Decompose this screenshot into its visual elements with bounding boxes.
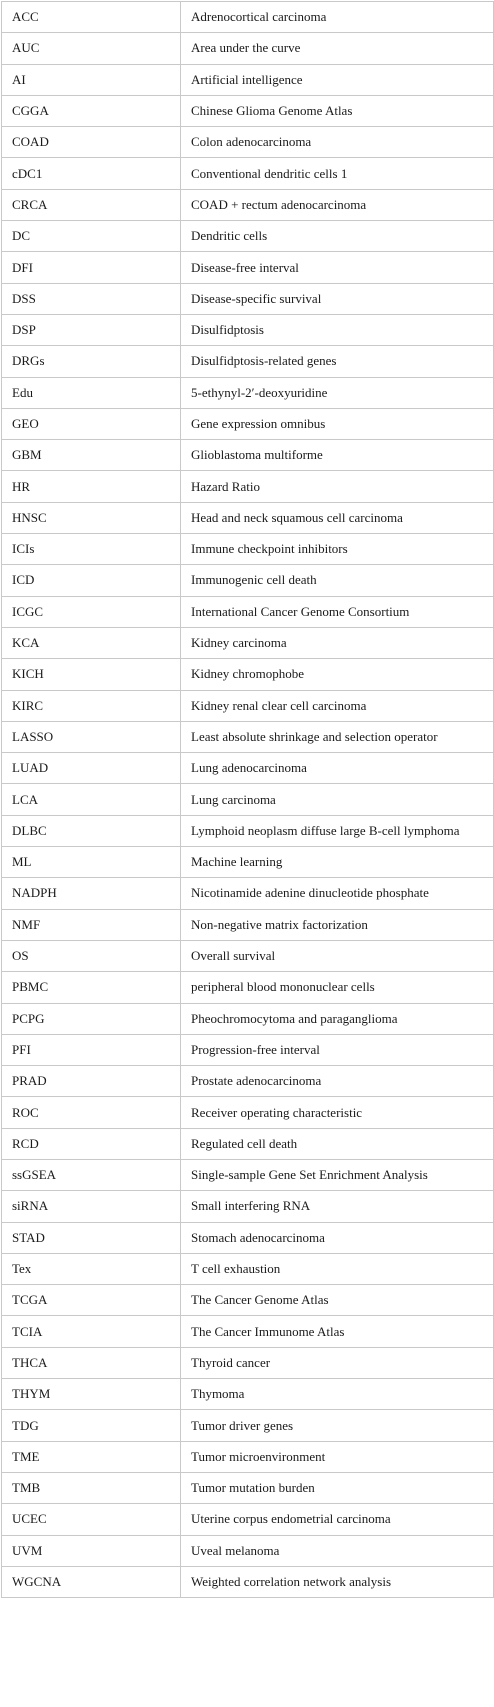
definition-cell: Disulfidptosis-related genes [181, 346, 494, 377]
abbreviation-cell: ML [2, 847, 181, 878]
abbreviations-table-body [2, 2, 494, 1598]
abbreviation-cell: THYM [2, 1379, 181, 1410]
definition-cell: Tumor mutation burden [181, 1472, 494, 1503]
abbreviation-cell: UVM [2, 1535, 181, 1566]
abbreviation-cell: siRNA [2, 1191, 181, 1222]
definition-cell: Artificial intelligence [181, 64, 494, 95]
definition-cell: COAD + rectum adenocarcinoma [181, 189, 494, 220]
definition-cell: Pheochromocytoma and paraganglioma [181, 1003, 494, 1034]
abbreviation-cell: AI [2, 64, 181, 95]
table-row [2, 659, 494, 690]
definition-cell: Kidney carcinoma [181, 627, 494, 658]
definition-cell: Kidney chromophobe [181, 659, 494, 690]
abbreviation-cell: ROC [2, 1097, 181, 1128]
table-row [2, 1253, 494, 1284]
table-row [2, 1222, 494, 1253]
definition-cell: Least absolute shrinkage and selection operator [181, 721, 494, 752]
abbreviation-cell: THCA [2, 1347, 181, 1378]
table-row [2, 565, 494, 596]
definition-cell: Kidney renal clear cell carcinoma [181, 690, 494, 721]
definition-cell: Nicotinamide adenine dinucleotide phosphate [181, 878, 494, 909]
table-row [2, 33, 494, 64]
table-row [2, 1159, 494, 1190]
definition-cell: Lung carcinoma [181, 784, 494, 815]
table-row [2, 815, 494, 846]
definition-cell: Overall survival [181, 940, 494, 971]
abbreviation-cell: PRAD [2, 1066, 181, 1097]
table-row [2, 784, 494, 815]
definition-cell: Uterine corpus endometrial carcinoma [181, 1504, 494, 1535]
table-row [2, 1316, 494, 1347]
abbreviation-cell: DFI [2, 252, 181, 283]
abbreviation-cell: DRGs [2, 346, 181, 377]
table-row [2, 534, 494, 565]
table-row [2, 1566, 494, 1597]
abbreviation-cell: UCEC [2, 1504, 181, 1535]
definition-cell: Tumor driver genes [181, 1410, 494, 1441]
table-row [2, 972, 494, 1003]
definition-cell: Glioblastoma multiforme [181, 440, 494, 471]
definition-cell: Small interfering RNA [181, 1191, 494, 1222]
table-row [2, 1441, 494, 1472]
definition-cell: Thyroid cancer [181, 1347, 494, 1378]
table-row [2, 721, 494, 752]
definition-cell: 5-ethynyl-2′-deoxyuridine [181, 377, 494, 408]
abbreviation-cell: NADPH [2, 878, 181, 909]
abbreviation-cell: KICH [2, 659, 181, 690]
abbreviation-cell: ssGSEA [2, 1159, 181, 1190]
abbreviation-cell: KCA [2, 627, 181, 658]
table-row [2, 64, 494, 95]
definition-cell: Area under the curve [181, 33, 494, 64]
definition-cell: Immunogenic cell death [181, 565, 494, 596]
definition-cell: Machine learning [181, 847, 494, 878]
definition-cell: Disease-free interval [181, 252, 494, 283]
table-row [2, 1472, 494, 1503]
table-row [2, 1285, 494, 1316]
abbreviation-cell: AUC [2, 33, 181, 64]
abbreviation-cell: LASSO [2, 721, 181, 752]
abbreviation-cell: Tex [2, 1253, 181, 1284]
table-row [2, 346, 494, 377]
abbreviation-cell: CGGA [2, 95, 181, 126]
table-row [2, 252, 494, 283]
table-row [2, 95, 494, 126]
table-row [2, 1379, 494, 1410]
table-row [2, 596, 494, 627]
definition-cell: T cell exhaustion [181, 1253, 494, 1284]
table-row [2, 627, 494, 658]
table-row [2, 1128, 494, 1159]
definition-cell: Non-negative matrix factorization [181, 909, 494, 940]
definition-cell: Receiver operating characteristic [181, 1097, 494, 1128]
abbreviation-cell: GBM [2, 440, 181, 471]
abbreviation-cell: DC [2, 221, 181, 252]
table-row [2, 1191, 494, 1222]
abbreviation-cell: Edu [2, 377, 181, 408]
table-row [2, 471, 494, 502]
table-row [2, 1097, 494, 1128]
definition-cell: Colon adenocarcinoma [181, 127, 494, 158]
definition-cell: Single-sample Gene Set Enrichment Analysis [181, 1159, 494, 1190]
definition-cell: Chinese Glioma Genome Atlas [181, 95, 494, 126]
table-row [2, 1034, 494, 1065]
table-row [2, 940, 494, 971]
table-row [2, 753, 494, 784]
abbreviation-cell: TCIA [2, 1316, 181, 1347]
definition-cell: Stomach adenocarcinoma [181, 1222, 494, 1253]
abbreviation-cell: DSP [2, 314, 181, 345]
table-row [2, 127, 494, 158]
abbreviation-cell: PBMC [2, 972, 181, 1003]
abbreviation-cell: LUAD [2, 753, 181, 784]
abbreviation-cell: RCD [2, 1128, 181, 1159]
abbreviation-cell: CRCA [2, 189, 181, 220]
abbreviation-cell: HR [2, 471, 181, 502]
definition-cell: Progression-free interval [181, 1034, 494, 1065]
abbreviation-cell: TDG [2, 1410, 181, 1441]
definition-cell: Lung adenocarcinoma [181, 753, 494, 784]
abbreviation-cell: DSS [2, 283, 181, 314]
definition-cell: peripheral blood mononuclear cells [181, 972, 494, 1003]
definition-cell: Dendritic cells [181, 221, 494, 252]
table-row [2, 408, 494, 439]
definition-cell: Immune checkpoint inhibitors [181, 534, 494, 565]
abbreviation-cell: KIRC [2, 690, 181, 721]
abbreviation-cell: DLBC [2, 815, 181, 846]
abbreviation-cell: LCA [2, 784, 181, 815]
table-row [2, 1347, 494, 1378]
table-row [2, 1066, 494, 1097]
table-row [2, 502, 494, 533]
abbreviation-cell: ICIs [2, 534, 181, 565]
abbreviation-cell: cDC1 [2, 158, 181, 189]
definition-cell: Tumor microenvironment [181, 1441, 494, 1472]
abbreviation-cell: TCGA [2, 1285, 181, 1316]
definition-cell: Adrenocortical carcinoma [181, 2, 494, 33]
abbreviation-cell: PFI [2, 1034, 181, 1065]
definition-cell: Disease-specific survival [181, 283, 494, 314]
definition-cell: Disulfidptosis [181, 314, 494, 345]
table-row [2, 189, 494, 220]
table-row [2, 377, 494, 408]
abbreviation-cell: HNSC [2, 502, 181, 533]
abbreviation-cell: ICGC [2, 596, 181, 627]
definition-cell: International Cancer Genome Consortium [181, 596, 494, 627]
definition-cell: Regulated cell death [181, 1128, 494, 1159]
definition-cell: Gene expression omnibus [181, 408, 494, 439]
definition-cell: The Cancer Immunome Atlas [181, 1316, 494, 1347]
table-row [2, 1535, 494, 1566]
table-row [2, 440, 494, 471]
table-row [2, 847, 494, 878]
abbreviation-cell: PCPG [2, 1003, 181, 1034]
abbreviation-cell: WGCNA [2, 1566, 181, 1597]
abbreviation-cell: ICD [2, 565, 181, 596]
table-row [2, 2, 494, 33]
definition-cell: Weighted correlation network analysis [181, 1566, 494, 1597]
definition-cell: Head and neck squamous cell carcinoma [181, 502, 494, 533]
table-row [2, 314, 494, 345]
table-row [2, 1504, 494, 1535]
table-row [2, 283, 494, 314]
table-row [2, 1410, 494, 1441]
abbreviation-cell: STAD [2, 1222, 181, 1253]
table-row [2, 690, 494, 721]
abbreviation-cell: ACC [2, 2, 181, 33]
abbreviation-cell: NMF [2, 909, 181, 940]
abbreviation-cell: OS [2, 940, 181, 971]
definition-cell: Conventional dendritic cells 1 [181, 158, 494, 189]
abbreviations-table [1, 1, 494, 1598]
table-row [2, 221, 494, 252]
definition-cell: Uveal melanoma [181, 1535, 494, 1566]
abbreviation-cell: TME [2, 1441, 181, 1472]
abbreviation-cell: TMB [2, 1472, 181, 1503]
definition-cell: The Cancer Genome Atlas [181, 1285, 494, 1316]
abbreviation-cell: COAD [2, 127, 181, 158]
definition-cell: Prostate adenocarcinoma [181, 1066, 494, 1097]
definition-cell: Hazard Ratio [181, 471, 494, 502]
definition-cell: Lymphoid neoplasm diffuse large B-cell lymphoma [181, 815, 494, 846]
table-row [2, 909, 494, 940]
table-row [2, 1003, 494, 1034]
abbreviation-cell: GEO [2, 408, 181, 439]
table-row [2, 158, 494, 189]
definition-cell: Thymoma [181, 1379, 494, 1410]
table-row [2, 878, 494, 909]
